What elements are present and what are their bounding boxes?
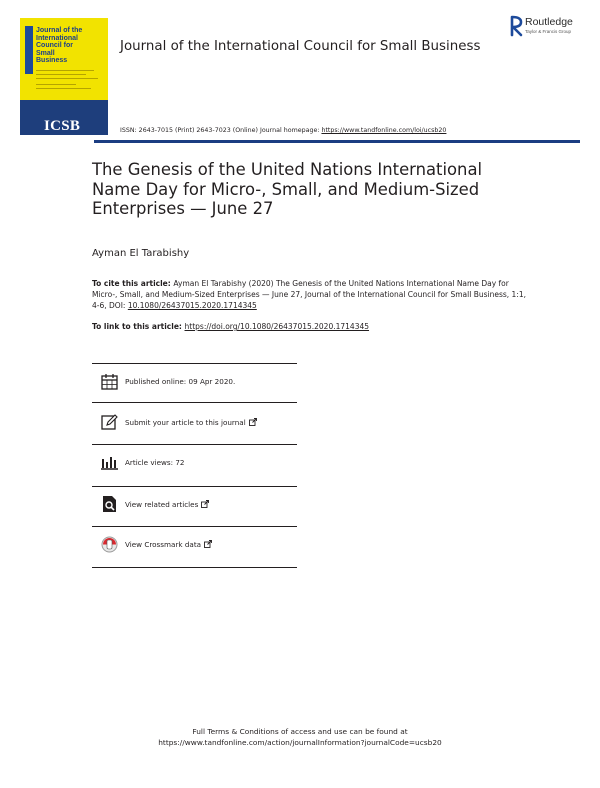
article-url-link[interactable]: https://doi.org/10.1080/26437015.2020.1714345 xyxy=(184,322,370,331)
external-link-icon xyxy=(249,418,257,426)
related-articles-link[interactable] xyxy=(100,493,209,515)
doi-link[interactable]: 10.1080/26437015.2020.1714345 xyxy=(127,300,257,310)
submit-article-link[interactable] xyxy=(100,411,257,433)
publisher-name: Routledge xyxy=(525,16,573,28)
cover-logo: ICSB xyxy=(44,118,81,134)
article-views-item xyxy=(100,451,185,473)
article-title: The Genesis of the United Nations International Name Day for Micro-, Small, and Medium-Sized Enterprises — June 27 xyxy=(92,160,483,218)
crossmark-icon xyxy=(100,535,118,553)
article-author: Ayman El Tarabishy xyxy=(92,248,190,259)
citation-block xyxy=(92,279,532,312)
info-divider xyxy=(92,486,297,487)
external-link-icon xyxy=(201,500,209,508)
calendar-icon xyxy=(100,372,118,390)
related-articles-icon xyxy=(100,495,118,513)
related-articles-text: View related articles xyxy=(125,499,199,509)
info-divider xyxy=(92,567,297,568)
cover-title: Journal of the International Council for Small Business xyxy=(36,27,83,64)
footer-line-1: Full Terms & Conditions of access and use can be found at xyxy=(192,727,408,736)
footer-terms xyxy=(100,727,500,748)
publisher-tagline: Taylor & Francis Group xyxy=(525,29,572,34)
external-link-icon xyxy=(204,540,212,548)
info-divider xyxy=(92,526,297,527)
cite-text: Ayman El Tarabishy (2020) The Genesis of the United Nations International Name Day for Micro-, Small, and Medium-Sized Enterprises — June 27, Journal of the International Council for Small Business, 1:1, 4-6, DOI: xyxy=(92,279,527,310)
journal-title[interactable]: Journal of the International Council for Small Business xyxy=(120,39,481,54)
article-views-text: Article views: 72 xyxy=(125,457,185,467)
submit-article-text: Submit your article to this journal xyxy=(125,417,246,427)
submit-article-icon xyxy=(100,413,118,431)
cite-label: To cite this article: xyxy=(92,279,174,288)
published-online-item xyxy=(100,370,235,392)
crossmark-text: View Crossmark data xyxy=(125,539,202,549)
publisher-logo[interactable] xyxy=(510,15,590,39)
footer-terms-link[interactable]: https://www.tandfonline.com/action/journalInformation?journalCode=ucsb20 xyxy=(158,737,442,747)
info-divider xyxy=(92,363,297,364)
routledge-icon xyxy=(510,15,523,37)
link-label: To link to this article: xyxy=(92,322,185,331)
journal-homepage-link[interactable]: https://www.tandfonline.com/loi/ucsb20 xyxy=(321,127,447,134)
header-divider xyxy=(94,140,580,143)
published-online-text: Published online: 09 Apr 2020. xyxy=(125,376,236,386)
bar-chart-icon xyxy=(100,453,118,471)
info-divider xyxy=(92,444,297,445)
cover-spine xyxy=(25,26,33,74)
crossmark-link[interactable] xyxy=(100,533,212,555)
info-divider xyxy=(92,402,297,403)
journal-cover-image xyxy=(20,18,108,135)
article-link-block xyxy=(92,322,532,333)
issn-line xyxy=(120,127,446,134)
issn-text: ISSN: 2643-7015 (Print) 2643-7023 (Online) Journal homepage: xyxy=(120,127,322,134)
